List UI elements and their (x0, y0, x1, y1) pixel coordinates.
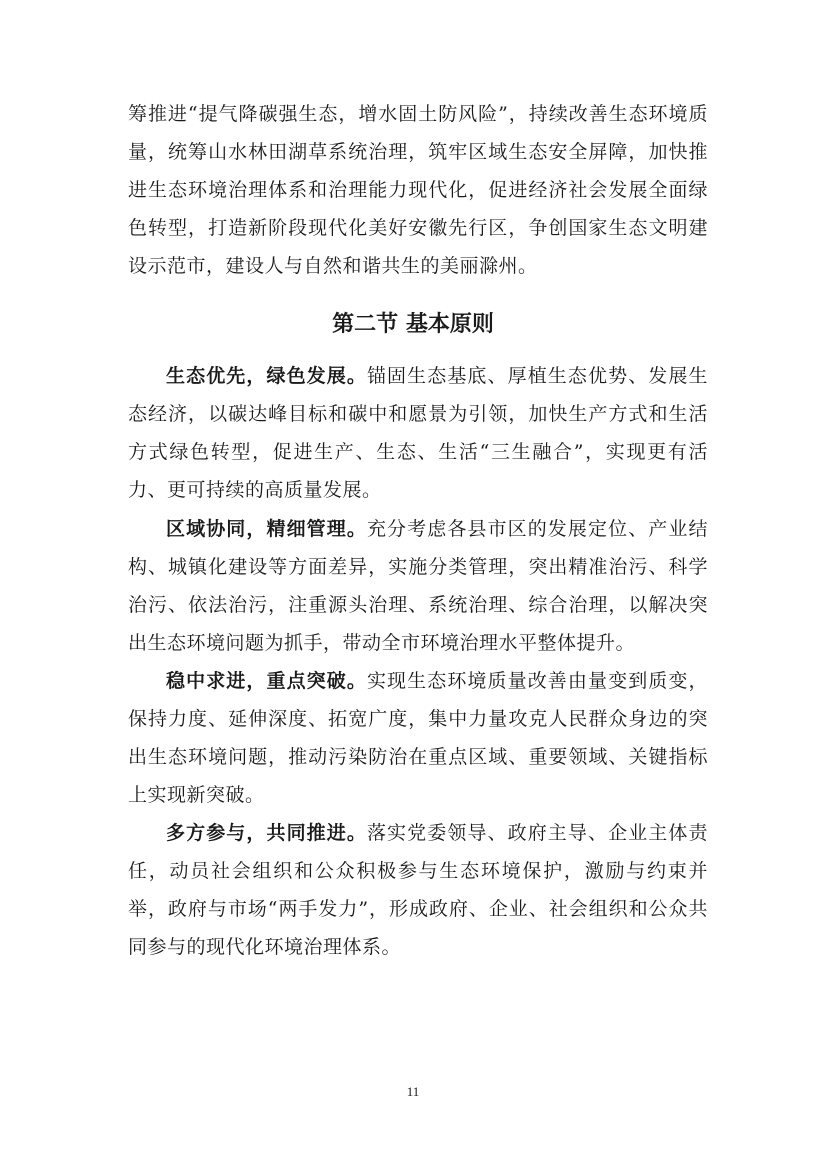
principle-body: 锚固生态基底、厚植生态优势、发展生态经济，以碳达峰目标和碳中和愿景为引领，加快生产方式和生活方式绿色转型，促进生产、生态、生活“三生融合”，实现更有活力、更可持续的高质量发展。 (128, 365, 708, 501)
principle-title: 稳中求进，重点突破。 (166, 670, 367, 692)
principle-body: 充分考虑各县市区的发展定位、产业结构、城镇化建设等方面差异，实施分类管理，突出精准治污、科学治污、依法治污，注重源头治理、系统治理、综合治理，以解决突出生态环境问题为抓手，带动全市环境治理水平整体提升。 (128, 518, 708, 654)
principle-title: 生态优先，绿色发展。 (166, 365, 367, 387)
section-heading: 第二节 基本原则 (332, 312, 494, 337)
principle-paragraph-3 (128, 662, 708, 814)
principle-title: 区域协同，精细管理。 (166, 518, 367, 540)
principle-paragraph-2 (128, 510, 708, 662)
intro-paragraph: 筹推进“提气降碳强生态，增水固土防风险”，持续改善生态环境质量，统筹山水林田湖草系统治理，筑牢区域生态安全屏障，加快推进生态环境治理体系和治理能力现代化，促进经济社会发展全面绿色转型，打造新阶段现代化美好安徽先行区，争创国家生态文明建设示范市，建设人与自然和谐共生的美丽滁州。 (128, 103, 708, 277)
principle-body: 实现生态环境质量改善由量变到质变，保持力度、延伸深度、拓宽广度，集中力量攻克人民群众身边的突出生态环境问题，推动污染防治在重点区域、重要领域、关键指标上实现新突破。 (128, 670, 708, 806)
principle-title: 多方参与，共同推进。 (166, 822, 367, 844)
page-number: 11 (406, 1084, 420, 1099)
principle-body: 落实党委领导、政府主导、企业主体责任，动员社会组织和公众积极参与生态环境保护，激励与约束并举，政府与市场“两手发力”，形成政府、企业、社会组织和公众共同参与的现代化环境治理体系。 (128, 822, 708, 958)
principle-paragraph-4 (128, 814, 708, 966)
principle-paragraph-1 (128, 357, 708, 509)
